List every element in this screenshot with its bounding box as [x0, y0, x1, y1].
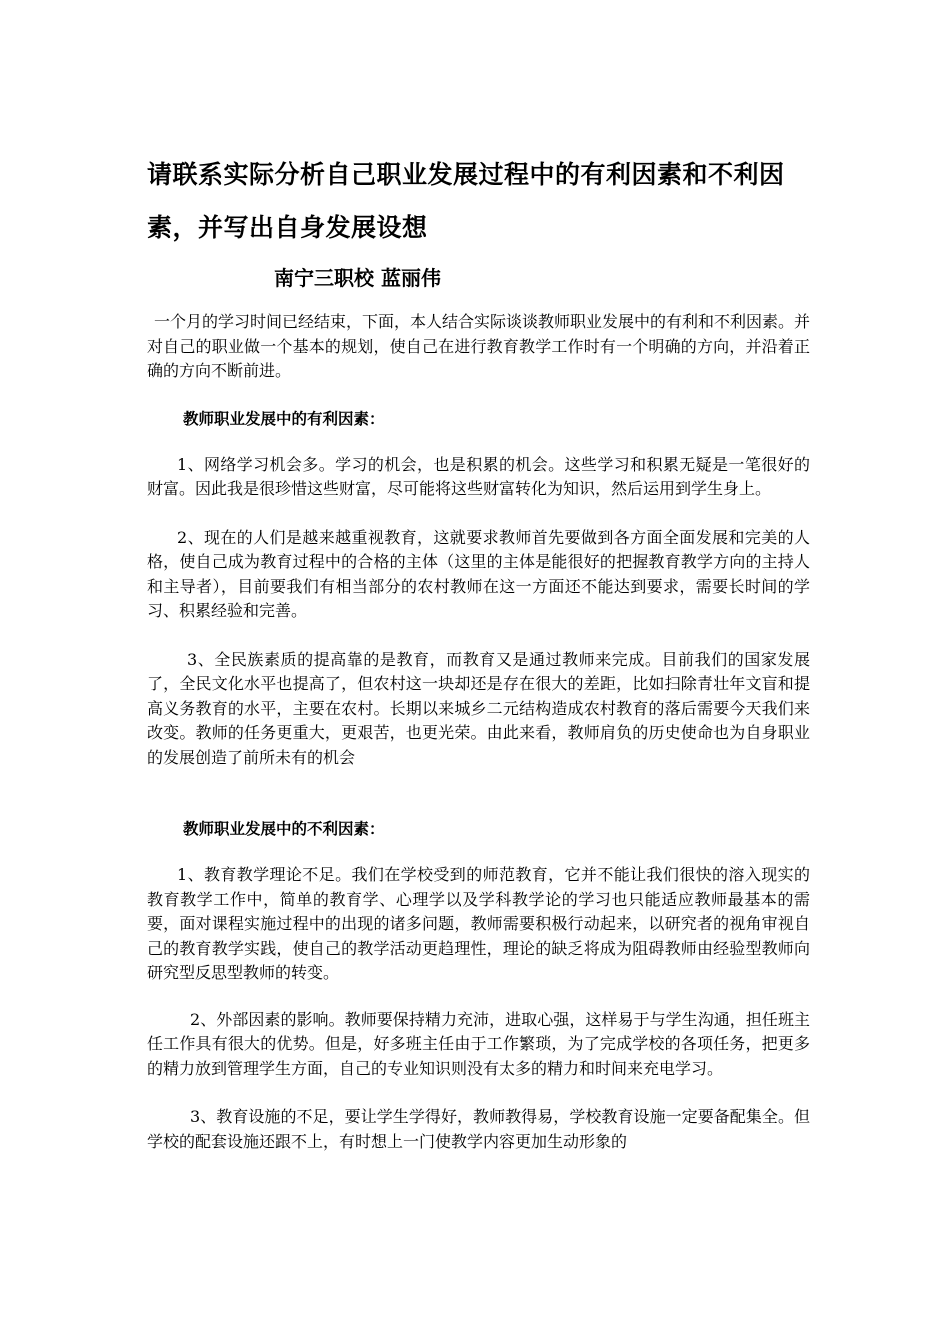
document-author: 南宁三职校 蓝丽伟: [274, 266, 441, 290]
unfavorable-factors-heading: 教师职业发展中的不利因素：: [183, 820, 385, 838]
favorable-item-1: 1、网络学习机会多。学习的机会，也是积累的机会。这些学习和积累无疑是一笔很好的财富。因此我是很珍惜这些财富，尽可能将这些财富转化为知识，然后运用到学生身上。: [147, 454, 810, 498]
document-body: [147, 148, 810, 1154]
document-title: 请联系实际分析自己职业发展过程中的有利因素和不利因素，并写出自身发展设想: [147, 160, 785, 242]
favorable-factors-heading: 教师职业发展中的有利因素：: [183, 409, 385, 428]
unfavorable-item-3: 3、教育设施的不足，要让学生学得好，教师教得易，学校教育设施一定要备配集全。但学校的配套设施还跟不上，有时想上一门使教学内容更加生动形象的: [147, 1107, 810, 1151]
intro-paragraph: 一个月的学习时间已经结束，下面，本人结合实际谈谈教师职业发展中的有利和不利因素。并对自己的职业做一个基本的规划，使自己在进行教育教学工作时有一个明确的方向，并沿着正确的方向不断前进。: [147, 312, 811, 380]
unfavorable-item-2: 2、外部因素的影响。教师要保持精力充沛，进取心强，这样易于与学生沟通，担任班主任工作具有很大的优势。但是，好多班主任由于工作繁琐，为了完成学校的各项任务，把更多的精力放到管理学生方面，自己的专业知识则没有太多的精力和时间来充电学习。: [147, 1009, 810, 1078]
favorable-item-3: 3、全民族素质的提高靠的是教育，而教育又是通过教师来完成。目前我们的国家发展了，全民文化水平也提高了，但农村这一块却还是存在很大的差距，比如扫除青壮年文盲和提高义务教育的水平，主要在农村。长期以来城乡二元结构造成农村教育的落后需要今天我们来改变。教师的任务更重大，更艰苦，也更光荣。由此来看，教师肩负的历史使命也为自身职业的发展创造了前所未有的机会: [147, 649, 810, 767]
favorable-item-2: 2、现在的人们是越来越重视教育，这就要求教师首先要做到各方面全面发展和完美的人格，使自己成为教育过程中的合格的主体（这里的主体是能很好的把握教育教学方向的主持人和主导者），目前要我们有相当部分的农村教师在这一方面还不能达到要求，需要长时间的学习、积累经验和完善。: [147, 527, 810, 620]
unfavorable-item-1: 1、教育教学理论不足。我们在学校受到的师范教育，它并不能让我们很快的溶入现实的教育教学工作中，简单的教育学、心理学以及学科教学论的学习也只能适应教师最基本的需要，面对课程实施过程中的出现的诸多问题，教师需要积极行动起来，以研究者的视角审视自己的教育教学实践，使自己的教学活动更趋理性，理论的缺乏将成为阻碍教师由经验型教师向研究型反思型教师的转变。: [147, 865, 810, 982]
